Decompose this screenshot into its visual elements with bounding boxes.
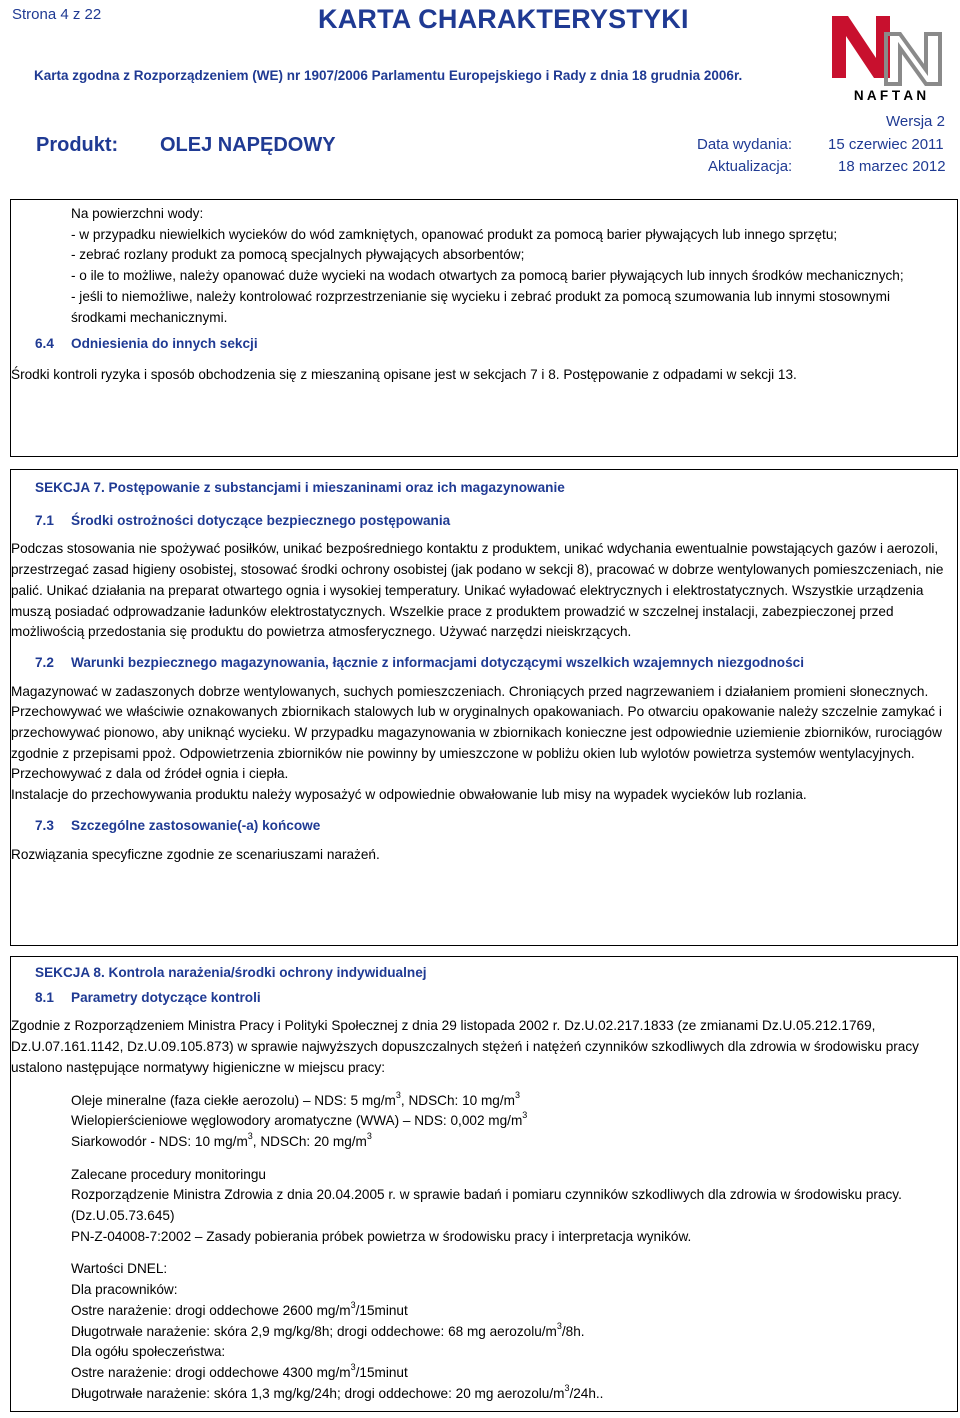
subsection-number: 7.2: [35, 654, 54, 670]
naftan-logo-icon: [828, 8, 952, 104]
regulation-line: Karta zgodna z Rozporządzeniem (WE) nr 1907/2006 Parlamentu Europejskiego i Rady z dnia 18 grudnia 2006r.: [34, 68, 743, 83]
subsection-number: 6.4: [35, 336, 54, 352]
subsection-8-1-heading: [35, 988, 957, 1009]
page-number: Strona 4 z 22: [12, 6, 102, 23]
subsection-number: 7.3: [35, 817, 54, 833]
version: Wersja 2: [886, 113, 945, 130]
section-6-box: [10, 199, 958, 457]
limit-h2s: Siarkowodór - NDS: 10 $mg/m^3$, NDSCh: 20 $mg/m^3$: [71, 1130, 372, 1149]
water-line: - w przypadku niewielkich wycieków do wód zamkniętych, opanować produkt za pomocą barier pływających lub innego sprzętu;: [71, 226, 838, 242]
subsection-8-1-text: Zgodnie z Rozporządzeniem Ministra Pracy i Polityki Społecznej z dnia 29 listopada 2002 r. Dz.U.02.217.1833 (ze zmianami Dz.U.05.212.1769, Dz.U.07.161.1142, Dz.U.09.105.873) w sprawie najwyższych dopuszczalnych stężeń i natężeń czynników szkodliwych dla zdrowia w środowisku pracy ustalono następujące normatywy higieniczne w miejscu pracy:: [11, 1018, 919, 1075]
section-7-title: SEKCJA 7. Postępowanie z substancjami i mieszaninami oraz ich magazynowanie: [35, 480, 565, 495]
subsection-title: Parametry dotyczące kontroli: [71, 989, 261, 1005]
svg-text:N A F T A N: N A F T A N: [853, 88, 927, 103]
subsection-title: Szczególne zastosowanie(-a) końcowe: [71, 817, 321, 833]
monitoring-norm: PN-Z-04008-7:2002 – Zasady pobierania próbek powietrza w środowisku pracy i interpretacja wyników.: [71, 1228, 692, 1244]
public-acute: Ostre narażenie: drogi oddechowe 4300 $mg/m^3/15minut$: [71, 1361, 408, 1380]
water-line: Na powierzchni wody:: [71, 206, 204, 221]
dnel-title: Wartości DNEL:: [71, 1261, 168, 1277]
water-line: - zebrać rozlany produkt za pomocą specjalnych pływających absorbentów;: [71, 247, 525, 263]
workers-long-term: Długotrwałe narażenie: skóra 2,9 mg/kg/8h; drogi oddechowe: 68 mg aerozolu/$m^3/8h$.: [71, 1320, 585, 1339]
monitoring-text: Rozporządzenie Ministra Zdrowia z dnia 20.04.2005 r. w sprawie badań i pomiaru czynników szkodliwych dla zdrowia w środowisku pracy. (Dz.U.05.73.645): [71, 1187, 902, 1224]
subsection-title: Odniesienia do innych sekcji: [71, 336, 258, 352]
public-label: Dla ogółu społeczeństwa:: [71, 1344, 226, 1360]
water-line: - jeśli to niemożliwe, należy kontrolować rozprzestrzenianie się wycieku i zebrać produkt za pomocą szumowania lub innymi stosownymi środkami mechanicznymi.: [71, 288, 890, 325]
water-line: - o ile to możliwe, należy opanować duże wycieki na wodach otwartych za pomocą barier pływających lub innych środków mechanicznych;: [71, 268, 904, 284]
monitoring-title: Zalecane procedury monitoringu: [71, 1166, 266, 1182]
public-long-term: Długotrwałe narażenie: skóra 1,3 mg/kg/24h; drogi oddechowe: 20 mg aerozolu/$m^3/24h$..: [71, 1382, 604, 1401]
page-header: [0, 0, 960, 200]
subsection-7-2-text-2: Instalacje do przechowywania produktu należy wyposażyć w odpowiednie obwałowanie lub misy na wypadek wycieków lub rozlania.: [11, 787, 807, 803]
exposure-limits: [71, 1091, 929, 1153]
naftan-logo: [828, 8, 952, 104]
subsection-7-3-heading: [35, 816, 957, 837]
limit-mineral-oil: Oleje mineralne (faza ciekłe aerozolu) – NDS: 5 $mg/m^3$, NDSCh: 10 $mg/m^3$: [71, 1089, 520, 1108]
dnel-block: [71, 1259, 929, 1404]
workers-acute: Ostre narażenie: drogi oddechowe 2600 $mg/m^3/15minut$: [71, 1299, 408, 1318]
issue-label: Data wydania:: [697, 136, 793, 153]
product-label: Produkt:: [36, 134, 119, 156]
document-title: KARTA CHARAKTERYSTYKI: [318, 4, 689, 34]
monitoring-block: [71, 1165, 929, 1248]
subsection-title: Środki ostrożności dotyczące bezpiecznego postępowania: [71, 512, 451, 528]
subsection-6-4-heading: [35, 334, 957, 355]
section-8-box: [10, 956, 958, 1412]
subsection-6-4-text: Środki kontroli ryzyka i sposób obchodzenia się z mieszaniną opisane jest w sekcjach 7 i 8. Postępowanie z odpadami w sekcji 13.: [11, 366, 797, 382]
section-8-title: SEKCJA 8. Kontrola narażenia/środki ochrony indywidualnej: [35, 965, 427, 980]
section-7-box: [10, 469, 958, 946]
update-date: 18 marzec 2012: [838, 158, 946, 175]
limit-pah: Wielopierścieniowe węglowodory aromatyczne (WWA) – NDS: 0,002 $mg/m^3$: [71, 1110, 528, 1129]
subsection-7-1-text: Podczas stosowania nie spożywać posiłków, unikać bezpośredniego kontaktu z produktem, unikać wdychania ewentualnie powstających gazów i aerozoli, przestrzegać zasad higieny osobistej, stosować środki ochrony osobistej (jak podano w sekcji 8), pracować w dobrze wentylowanych pomieszczeniach, nie palić. Unikać działania na preparat otwartego ognia i wysokiej temperatury. Unikać wyładować elektrycznych i elektrostatycznych. Wszystkie urządzenia muszą posiadać odprowadzanie ładunków elektrostatycznych. Wszelkie prace z produktem prowadzić w szczelnej instalacji, zabezpieczonej przed możliwością przedostania się produktu do powietrza atmosferycznego. Używać narzędzi nieiskrzących.: [11, 541, 944, 640]
subsection-7-2-heading: [35, 653, 957, 674]
update-label: Aktualizacja:: [708, 158, 793, 175]
subsection-number: 8.1: [35, 989, 54, 1005]
product-name: OLEJ NAPĘDOWY: [160, 134, 336, 156]
workers-label: Dla pracowników:: [71, 1282, 178, 1298]
subsection-number: 7.1: [35, 512, 54, 528]
subsection-7-2-text: Magazynować w zadaszonych dobrze wentylowanych, suchych pomieszczeniach. Chroniących przed nagrzewaniem i działaniem promieni słonecznych. Przechowywać we właściwie oznakowanych zbiornikach stalowych lub w oryginalnych opakowaniach. Po otwarciu opakowanie należy szczelnie zamykać i przechowywać pionowo, aby uniknąć wycieku. W przypadku magazynowania w zbiornikach konieczne jest odpowiednie uziemienie zbiorników, rurociągów zgodnie z przepisami ppoż. Odpowietrzenia zbiorników nie powinny by umieszczone w pobliżu okien lub wylotów powietrza systemów wentylacyjnych. Przechowywać z dala od źródeł ognia i ciepła.: [11, 683, 942, 782]
subsection-title: Warunki bezpiecznego magazynowania, łącznie z informacjami dotyczącymi wszelkich wzajemnych niezgodności: [71, 654, 805, 670]
subsection-7-1-heading: [35, 511, 957, 532]
water-measures: [71, 204, 929, 328]
subsection-7-3-text: Rozwiązania specyficzne zgodnie ze scenariuszami narażeń.: [11, 846, 380, 862]
issue-date: 15 czerwiec 2011: [828, 136, 944, 153]
